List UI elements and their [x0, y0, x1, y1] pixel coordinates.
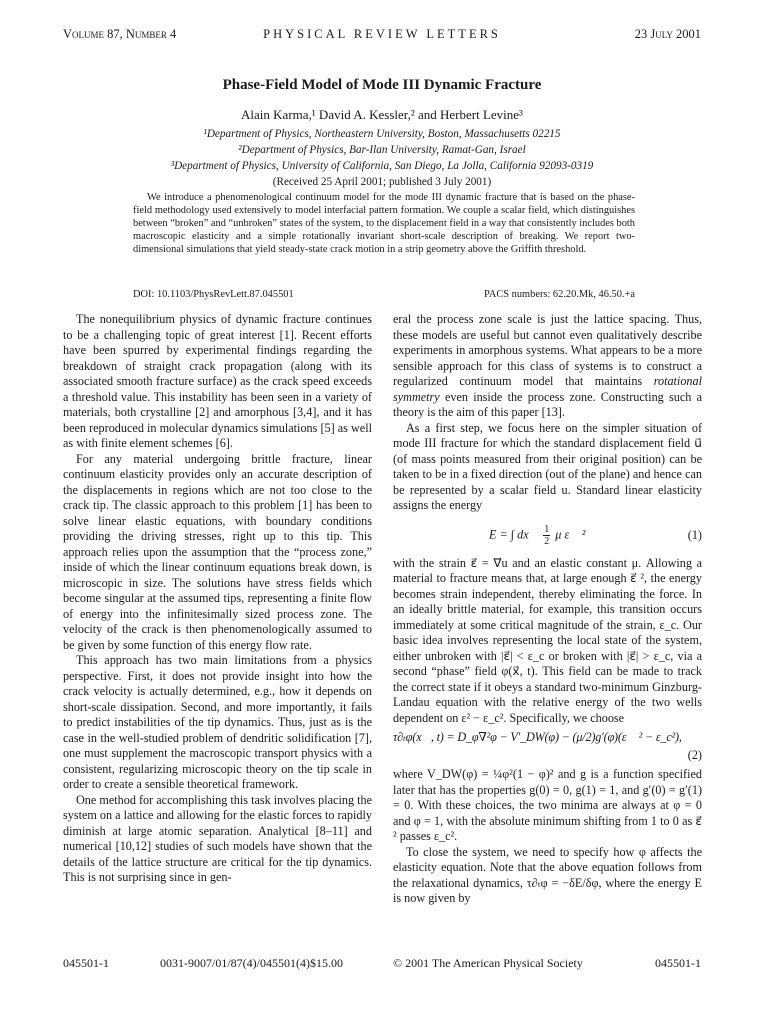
article-code: 0031-9007/01/87(4)/045501(4)$15.00 — [160, 956, 343, 970]
copyright-notice: © 2001 The American Physical Society — [393, 956, 583, 970]
equation-2: τ∂ₜφ(x⃗, t) = D_φ∇²φ − V′_DW(φ) − (μ/2)g′(φ)(ε⃗ ² − ε_c²), — [393, 730, 682, 744]
equation-1 — [393, 520, 702, 550]
paragraph: where V_DW(φ) = ¼φ²(1 − φ)² and g is a function specified later that has the properties g(0) = 0, g(1) = 1, and g′(0) = g′(1) = 0. With these choices, the two minima are always at φ = 0 and φ = 1, with the absolute minimum shifting from 1 to 0 as ε⃗ ² passes ε_c². — [393, 767, 702, 843]
page-number-left: 045501-1 — [63, 956, 109, 970]
paragraph: The nonequilibrium physics of dynamic fracture continues to be a challenging topic of great interest [1]. Recent efforts have been spurred by experimental findings regarding the breakdown of straight crack propagation (along with its associated smooth fracture surface) as the crack speed exceeds a threshold value. This instability has been seen in a variety of materials, both crystalline [2] and amorphous [3,4], and it has been reproduced in molecular dynamics simulations [5] as well as with finite element schemes [6]. — [63, 312, 372, 450]
paragraph: To close the system, we need to specify how φ affects the elasticity equation. Note that the above equation follows from the relaxational dynamics, τ∂ₜφ = −δE/δφ, where the energy E is now given by — [393, 844, 702, 905]
affiliation-1: ¹Department of Physics, Northeastern University, Boston, Massachusetts 02215 — [203, 128, 561, 140]
paragraph: As a first step, we focus here on the simpler situation of mode III fracture for which the standard displacement field u⃗ (of mass points measured from their original position) can be taken to be in a fixed direction (out of the plane) and hence can be represented by a scalar field u. Standard linear elasticity assigns the energy — [393, 420, 702, 512]
page-number-right: 045501-1 — [655, 956, 701, 970]
journal-name: PHYSICAL REVIEW LETTERS — [263, 27, 501, 41]
equation-rhs: μ ε⃗ ² — [555, 526, 586, 541]
paragraph: For any material undergoing brittle fracture, linear continuum elasticity provides only an accurate description of the displacements in regions which are not too close to the crack tip. The classic approach to this problem [1] has been to solve linear elastic equations, with boundary conditions providing the driving stresses, right up to this tip. This approach relies upon the assumption that the “process zone,” inside of which the linear continuum equations break down, is microscopic in size. The solutions have stress fields which become singular at the assumed tips, representing a finite flow of energy into the infinitesimally sized process zone. The velocity of the crack is then phenomenologically assumed to be given by some function of this energy flow rate. — [63, 451, 372, 652]
equation-number: (2) — [687, 747, 702, 762]
emphasis-text: rotational symmetry — [393, 374, 702, 404]
doi: DOI: 10.1103/PhysRevLett.87.045501 — [133, 289, 294, 300]
running-header — [63, 27, 701, 45]
volume-number: Volume 87, Number 4 — [63, 27, 177, 41]
paragraph: eral the process zone scale is just the lattice spacing. Thus, these models are useful but cannot even qualitatively describe experiments in amorphous systems. What appears to be a more sensible approach for this class of systems is to construct a regularized continuum model that maintains rotational symmetry even inside the process zone. Constructing such a theory is the aim of this paper [13]. — [393, 312, 702, 419]
paragraph: with the strain ε⃗ = ∇⃗u and an elastic constant μ. Allowing a material to fracture means that, at large enough ε⃗ ², the energy becomes strain independent, thereby eliminating the force. In an ideally brittle material, for example, this transition occurs immediately at some critical magnitude of the strain, ε_c. Our basic idea involves representing the local state of the system, either unbroken with |ε⃗| < ε_c or broken with |ε⃗| > ε_c, via a second “phase” field φ(x⃗, t). This field can be made to track the correct state if it obeys a standard two-minimum Ginzburg-Landau equation with the relative energy of the two wells dependent on ε² − ε_c². Specifically, we choose — [393, 555, 702, 725]
pacs-numbers: PACS numbers: 62.20.Mk, 46.50.+a — [484, 289, 635, 300]
affiliation-2: ²Department of Physics, Bar-Ilan University, Ramat-Gan, Israel — [238, 144, 526, 156]
page-footer — [63, 956, 701, 972]
body-column-left — [63, 312, 372, 940]
fraction: $\frac{1}{2}$ — [544, 523, 550, 547]
abstract: We introduce a phenomenological continuum model for the mode III dynamic fracture that is based on the phase-field methodology used extensively to model interfacial pattern formation. We couple a scalar field, which distinguishes between “broken” and “unbroken” states of the system, to the displacement field in a way that consistently includes both macroscopic elasticity and a simple rotationally invariant short-scale description of breaking. We report two-dimensional simulations that yield steady-state crack motion in a strip geometry above the Griffith threshold. — [133, 192, 635, 255]
issue-date: 23 July 2001 — [634, 27, 701, 41]
received-dates: (Received 25 April 2001; published 3 July 2001) — [272, 176, 492, 188]
affiliation-3: ³Department of Physics, University of California, San Diego, La Jolla, California 92093-0319 — [170, 160, 594, 172]
article-title: Phase-Field Model of Mode III Dynamic Fracture — [222, 77, 542, 93]
paragraph: This approach has two main limitations from a physics perspective. First, it does not provide insight into how the crack velocity is actually determined, e.g., how it depends on short-scale dissipation. Second, and more importantly, it fails to predict instabilities of the tip dynamics. Thus, just as is the case in the well-studied problem of dendritic solidification [7], one must supplement the macroscopic transport physics with a consistent, regularizing microscopic theory on the tip scale in order to create a sensible theoretical framework. — [63, 653, 372, 791]
paragraph: One method for accomplishing this task involves placing the system on a lattice and allowing for the elastic forces to rapidly diminish at large atomic separation. Analytical [8–11] and numerical [10,12] studies of such models have shown that the details of the lattice structure are critical for the tip dynamics. This is not surprising since in gen- — [63, 792, 372, 884]
author-list: Alain Karma,¹ David A. Kessler,² and Herbert Levine³ — [241, 107, 523, 122]
body-column-right — [393, 312, 702, 940]
equation-lhs: E = ∫ dx⃗ — [489, 526, 539, 541]
equation-number: (1) — [687, 527, 702, 542]
